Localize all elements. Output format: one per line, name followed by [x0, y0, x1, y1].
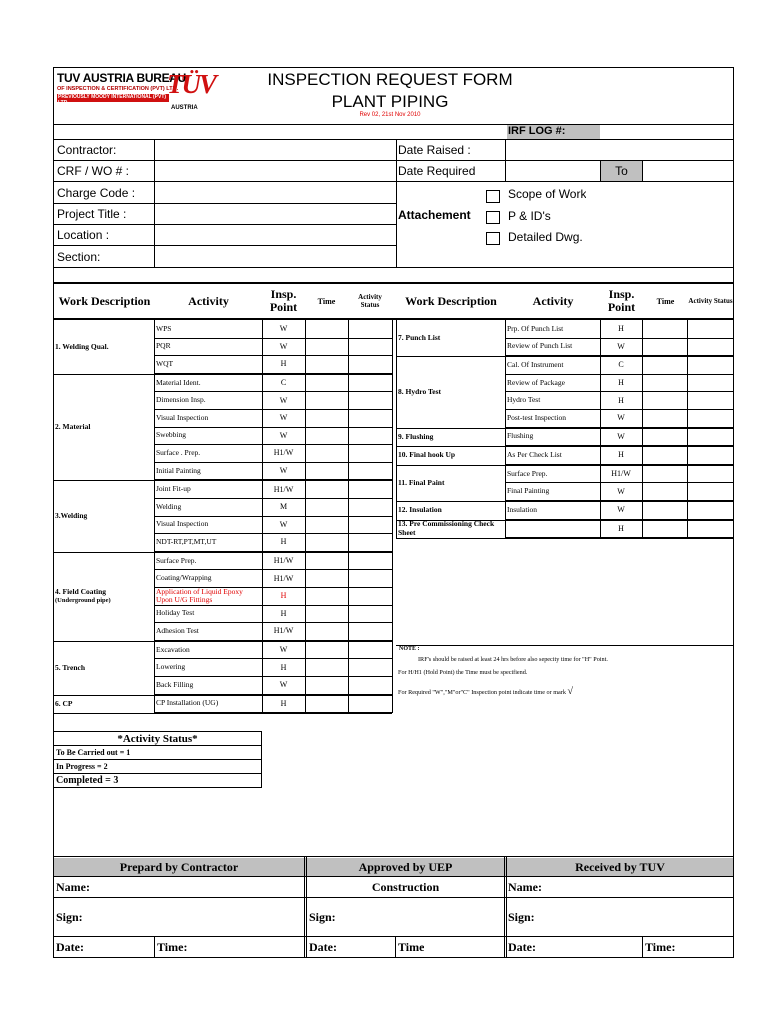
activity-cell: [156, 462, 261, 480]
activity-cell: [156, 409, 261, 427]
contractor-field[interactable]: [155, 140, 396, 160]
insp-point-cell: H: [280, 537, 287, 547]
time-field[interactable]: [643, 374, 687, 392]
right-header-insp: [600, 284, 643, 318]
activity-status-field[interactable]: [349, 409, 392, 427]
note-line3: [398, 686, 573, 697]
activity-cell: [156, 498, 261, 516]
activity-status-field[interactable]: [349, 498, 392, 516]
irf-log-label: IRF LOG #:: [508, 125, 566, 137]
activity-text: CP Installation (UG): [156, 698, 219, 708]
work-description-cell: [398, 465, 504, 500]
insp-point-cell: W: [617, 413, 625, 423]
insp-point-cell: H1/W: [273, 556, 294, 566]
right-header-status: [688, 284, 733, 318]
status-legend-3: Completed = 3: [56, 775, 119, 786]
column-line: [733, 319, 734, 538]
activity-status-field[interactable]: [349, 391, 392, 409]
activity-status-field[interactable]: [688, 409, 733, 427]
status-legend: [53, 731, 262, 788]
left-header-insp-text: Insp. Point: [269, 287, 298, 314]
time-field[interactable]: [306, 374, 348, 392]
location-field[interactable]: [155, 225, 396, 245]
contractor-sign-field[interactable]: [100, 898, 303, 936]
time-field[interactable]: [306, 444, 348, 462]
work-description-cell: [398, 320, 504, 355]
contractor-time-label: Time:: [157, 940, 188, 954]
time-field[interactable]: [306, 462, 348, 480]
tuv-name-field[interactable]: [552, 877, 732, 897]
activity-status-field[interactable]: [349, 355, 392, 373]
activity-status-field[interactable]: [688, 374, 733, 392]
crf-wo-label: CRF / WO # :: [57, 164, 129, 178]
time-field[interactable]: [643, 446, 687, 464]
right-header-time: Time: [656, 296, 675, 306]
work-description-text: 4. Field Coating: [55, 586, 107, 596]
scope-of-work-label: Scope of Work: [508, 187, 587, 201]
insp-point-cell: H: [280, 662, 287, 672]
work-description-cell: [398, 356, 504, 426]
project-title-field[interactable]: [155, 204, 396, 224]
left-header-insp: [262, 284, 305, 318]
column-line: [505, 319, 506, 538]
activity-status-field[interactable]: [349, 676, 392, 694]
section-label: Section:: [57, 249, 101, 264]
activity-status-field[interactable]: [349, 569, 392, 587]
insp-point-cell: H: [280, 698, 287, 708]
insp-point-cell: W: [279, 430, 288, 440]
uep-time-label: Time: [398, 940, 425, 954]
column-line: [642, 319, 643, 538]
activity-status-field[interactable]: [349, 462, 392, 480]
tuv-sign-label: Sign:: [508, 909, 535, 924]
activity-status-field[interactable]: [349, 641, 392, 659]
approved-by-uep-header: Approved by UEP: [358, 859, 453, 874]
time-field[interactable]: [643, 465, 687, 483]
column-line: [348, 319, 349, 713]
form-subtitle: PLANT PIPING: [331, 92, 449, 111]
column-line: [305, 319, 306, 713]
insp-point-cell: W: [617, 486, 625, 496]
activity-cell: [156, 444, 261, 462]
work-description-cell: [55, 320, 153, 373]
activity-text: NDT-RT,PT,MT,UT: [156, 536, 217, 546]
insp-point-cell: H: [618, 395, 624, 405]
activity-status-field[interactable]: [349, 695, 392, 713]
insp-point-cell: W: [279, 519, 288, 529]
work-description-text: 7. Punch List: [398, 333, 441, 343]
project-title-label: Project Title :: [57, 207, 127, 221]
pid-label: P & ID's: [508, 209, 551, 223]
activity-status-field[interactable]: [688, 338, 733, 356]
activity-cell: [507, 465, 599, 483]
time-field[interactable]: [306, 516, 348, 534]
activity-text: WQT: [156, 358, 174, 368]
right-header-status-text: Activity Status: [688, 297, 733, 305]
insp-point-cell: H1/W: [273, 484, 294, 494]
detailed-dwg-checkbox[interactable]: [486, 232, 500, 245]
activity-status-field[interactable]: [688, 391, 733, 409]
activity-status-field[interactable]: [349, 374, 392, 392]
insp-point-cell: H: [618, 450, 624, 460]
activity-status-field[interactable]: [349, 533, 392, 551]
pid-checkbox[interactable]: [486, 211, 500, 224]
insp-point-cell: H1/W: [273, 573, 294, 583]
insp-point-cell: W: [617, 505, 625, 515]
date-required-from-field[interactable]: [506, 161, 600, 181]
logo-austria: AUSTRIA: [171, 105, 198, 111]
activity-cell: [156, 320, 261, 338]
activity-text: Insulation: [507, 504, 537, 514]
activity-text: Holiday Test: [156, 608, 195, 618]
activity-status-field[interactable]: [349, 658, 392, 676]
time-field[interactable]: [306, 480, 348, 498]
work-description-cell: [398, 446, 504, 464]
left-header-work: [54, 284, 155, 318]
group-line: [396, 538, 733, 539]
time-field[interactable]: [306, 498, 348, 516]
time-field[interactable]: [643, 501, 687, 519]
insp-point-cell: H1/W: [611, 469, 631, 479]
time-field[interactable]: [643, 320, 687, 338]
activity-text: Final Painting: [507, 486, 550, 496]
time-field[interactable]: [306, 533, 348, 551]
activity-text: Visual Inspection: [156, 412, 209, 422]
status-legend-1: To Be Carried out = 1: [56, 748, 131, 757]
note-line2: For H/H1 (Hold Point) the Time must be specifiend.: [398, 669, 528, 676]
activity-text: Lowering: [156, 662, 186, 672]
activity-cell: [156, 516, 261, 534]
contractor-name-field[interactable]: [100, 877, 303, 897]
activity-status-field[interactable]: [349, 587, 392, 605]
activity-cell: [507, 501, 599, 519]
insp-point-cell: W: [617, 431, 625, 441]
time-field[interactable]: [306, 695, 348, 713]
tuv-date-label: Date:: [508, 940, 536, 954]
activity-status-field[interactable]: [688, 482, 733, 500]
to-label: To: [615, 164, 628, 178]
column-line: [262, 319, 263, 713]
activity-text: Swebbing: [156, 430, 186, 440]
activity-text: WPS: [156, 323, 172, 333]
activity-text: Visual Inspection: [156, 519, 209, 529]
tuv-name-label: Name:: [508, 879, 542, 894]
activity-cell: [507, 520, 599, 538]
time-field[interactable]: [643, 428, 687, 446]
date-required-to-field[interactable]: [643, 161, 734, 181]
right-header-work: Work Description: [405, 293, 497, 308]
work-description-text: 9. Flushing: [398, 431, 434, 441]
activity-text: Initial Painting: [156, 465, 201, 475]
section-field[interactable]: [155, 246, 396, 267]
time-field[interactable]: [306, 569, 348, 587]
activity-cell: [156, 552, 261, 570]
time-field[interactable]: [643, 409, 687, 427]
time-field[interactable]: [306, 552, 348, 570]
location-label: Location :: [57, 228, 110, 242]
activity-text: Adhesion Test: [156, 625, 199, 635]
right-header-activity: Activity: [532, 293, 574, 308]
time-field[interactable]: [306, 409, 348, 427]
insp-point-cell: H: [618, 523, 624, 533]
activity-cell: [156, 622, 261, 640]
activity-text: Review of Punch List: [507, 341, 573, 351]
work-description-text: 5. Trench: [55, 662, 86, 672]
activity-status-field[interactable]: [349, 622, 392, 640]
activity-text: Hydro Test: [507, 395, 541, 405]
insp-point-cell: H1/W: [273, 626, 294, 636]
scope-of-work-checkbox[interactable]: [486, 190, 500, 203]
work-description-text: 12. Insulation: [398, 505, 442, 515]
activity-status-field[interactable]: [688, 356, 733, 374]
work-description-cell: [55, 695, 153, 713]
activity-text: Coating/Wrapping: [156, 573, 212, 583]
date-raised-field[interactable]: [506, 140, 734, 160]
insp-point-cell: H: [280, 591, 287, 601]
insp-point-cell: W: [279, 645, 288, 655]
activity-cell: [156, 480, 261, 498]
activity-status-field[interactable]: [688, 428, 733, 446]
note-line3-text: For Required "W","M"or"C" Inspection point indicate time or mark: [398, 689, 566, 696]
time-field[interactable]: [643, 391, 687, 409]
right-header-insp-text: Insp. Point: [607, 287, 636, 314]
contractor-sign-label: Sign:: [56, 909, 83, 924]
activity-cell: [507, 356, 599, 374]
column-line: [687, 319, 688, 538]
work-description-cell: [55, 374, 153, 480]
work-description-cell: [398, 428, 504, 446]
tuv-time-label: Time:: [645, 940, 676, 954]
time-field[interactable]: [643, 482, 687, 500]
column-line: [396, 319, 397, 538]
left-header-work-text: Work Description: [58, 293, 151, 308]
activity-cell: [156, 338, 261, 356]
insp-point-cell: W: [279, 413, 288, 423]
activity-status-field[interactable]: [349, 480, 392, 498]
logo: [55, 69, 215, 119]
time-field[interactable]: [306, 658, 348, 676]
time-field[interactable]: [306, 676, 348, 694]
activity-text: Surface . Prep.: [156, 447, 201, 457]
activity-text: Surface Prep.: [156, 555, 197, 565]
logo-line1: TUV AUSTRIA BUREAU: [57, 71, 187, 85]
time-field[interactable]: [306, 338, 348, 356]
construction-label: Construction: [371, 879, 440, 894]
activity-cell: [156, 676, 261, 694]
logo-line3: PREVIOUSLY MOODY INTERNATIONAL (PVT) LTD.: [57, 94, 169, 102]
tuv-logo-mark: TÜV: [167, 69, 215, 99]
activity-cell: [156, 427, 261, 445]
insp-point-cell: H: [280, 608, 287, 618]
date-raised-label: Date Raised :: [398, 143, 471, 157]
time-field[interactable]: [643, 338, 687, 356]
charge-code-label: Charge Code :: [57, 185, 136, 200]
activity-cell: [507, 446, 599, 464]
work-description-text: 11. Final Paint: [398, 477, 445, 487]
insp-point-cell: C: [618, 360, 624, 370]
tuv-sign-field[interactable]: [552, 898, 732, 936]
column-line: [392, 319, 393, 713]
activity-cell: [507, 391, 599, 409]
activity-text: As Per Check List: [507, 449, 562, 459]
column-line: [154, 319, 155, 713]
activity-text: Prp. Of Punch List: [507, 323, 564, 333]
work-description-cell: [398, 520, 504, 538]
activity-text: Post-test Inspection: [507, 412, 566, 422]
insp-point-cell: W: [279, 341, 288, 351]
activity-cell: [156, 641, 261, 659]
charge-code-field[interactable]: [155, 182, 396, 203]
insp-point-cell: W: [279, 680, 288, 690]
contractor-name-label: Name:: [56, 879, 90, 894]
prepared-by-contractor-header: Prepard by Contractor: [119, 859, 239, 874]
activity-status-field[interactable]: [349, 605, 392, 623]
work-description-text: 6. CP: [55, 698, 73, 708]
group-line: [53, 713, 392, 714]
activity-status-field[interactable]: [688, 320, 733, 338]
contractor-date-label: Date:: [56, 940, 84, 954]
activity-status-field[interactable]: [688, 446, 733, 464]
time-field[interactable]: [306, 427, 348, 445]
work-description-text: 1. Welding Qual.: [55, 341, 109, 351]
activity-cell: [156, 587, 261, 605]
activity-cell: [507, 374, 599, 392]
activity-text: Back Filling: [156, 679, 194, 689]
left-header-status-text: Activity Status: [358, 293, 382, 309]
detailed-dwg-label: Detailed Dwg.: [508, 230, 583, 244]
left-header-time: Time: [317, 296, 336, 306]
activity-cell: [156, 569, 261, 587]
insp-point-cell: C: [280, 378, 287, 388]
activity-text-line2: Upon U/G Fittings: [156, 594, 213, 604]
activity-cell: [156, 658, 261, 676]
activity-text: Welding: [156, 501, 182, 511]
work-description-text: 13. Pre Commissioning Check Sheet: [398, 519, 495, 538]
attachement-label: Attachement: [398, 208, 471, 222]
time-field[interactable]: [306, 587, 348, 605]
time-field[interactable]: [643, 356, 687, 374]
activity-text: Dimension Insp.: [156, 395, 206, 405]
insp-point-cell: H: [618, 324, 624, 334]
insp-point-cell: M: [279, 502, 288, 512]
activity-cell: [156, 391, 261, 409]
insp-point-cell: W: [279, 466, 288, 476]
insp-point-cell: W: [279, 324, 288, 334]
activity-cell: [156, 355, 261, 373]
insp-point-cell: H1/W: [273, 448, 294, 458]
activity-cell: [507, 320, 599, 338]
status-legend-title: *Activity Status*: [117, 732, 198, 745]
work-description-text: 8. Hydro Test: [398, 386, 441, 396]
activity-status-field[interactable]: [688, 520, 733, 538]
insp-point-cell: W: [279, 395, 288, 405]
time-field[interactable]: [306, 355, 348, 373]
activity-status-field[interactable]: [349, 427, 392, 445]
activity-text: Cal. Of Instrument: [507, 359, 564, 369]
activity-status-field[interactable]: [688, 501, 733, 519]
checkmark-icon: √: [567, 686, 573, 697]
work-description-text: 3.Welding: [55, 511, 88, 521]
column-line: [600, 319, 601, 538]
insp-point-cell: H: [618, 378, 624, 388]
time-field[interactable]: [306, 622, 348, 640]
received-by-tuv-header: Received by TUV: [575, 859, 665, 874]
activity-status-field[interactable]: [349, 444, 392, 462]
activity-cell: [507, 482, 599, 500]
time-field[interactable]: [306, 605, 348, 623]
time-field[interactable]: [306, 320, 348, 338]
activity-status-field[interactable]: [349, 552, 392, 570]
time-field[interactable]: [306, 641, 348, 659]
work-description-cell: [55, 641, 153, 694]
left-header-status: [348, 284, 392, 318]
activity-cell: [156, 533, 261, 551]
activity-text: Surface Prep.: [507, 468, 548, 478]
work-description-text: 2. Material: [55, 422, 91, 432]
status-legend-2: In Progress = 2: [56, 762, 108, 771]
activity-text: Joint Fit-up: [156, 484, 191, 494]
activity-cell: [156, 695, 261, 713]
activity-cell: [507, 428, 599, 446]
uep-sign-field[interactable]: [350, 898, 503, 936]
insp-point-cell: H: [280, 359, 287, 369]
activity-status-field[interactable]: [349, 516, 392, 534]
activity-text: Review of Package: [507, 377, 565, 387]
column-line: [53, 319, 54, 713]
work-description-cell: [398, 501, 504, 519]
time-field[interactable]: [306, 391, 348, 409]
note-line1: IRF's should be raised at least 24 hrs before also sepecity time for "H" Point.: [418, 656, 608, 663]
activity-cell: [156, 605, 261, 623]
activity-text: PQR: [156, 341, 171, 351]
activity-status-field[interactable]: [688, 465, 733, 483]
activity-cell: [507, 338, 599, 356]
note-title: NOTE :: [399, 646, 420, 652]
left-header-activity: Activity: [188, 293, 229, 308]
time-field[interactable]: [643, 520, 687, 538]
work-description-cell: [55, 552, 153, 640]
date-required-label: Date Required: [398, 164, 476, 178]
activity-text: Flushing: [507, 431, 534, 441]
logo-line2: OF INSPECTION & CERTIFICATION (PVT) LTD.: [57, 86, 179, 92]
work-description-cell: [55, 480, 153, 550]
contractor-label: Contractor:: [57, 143, 117, 157]
crf-wo-field[interactable]: [155, 161, 396, 181]
insp-point-cell: W: [617, 341, 625, 351]
activity-cell: [507, 409, 599, 427]
uep-date-label: Date:: [309, 940, 337, 954]
activity-status-field[interactable]: [349, 320, 392, 338]
activity-text: Material Ident.: [156, 377, 201, 387]
activity-status-field[interactable]: [349, 338, 392, 356]
form-title: INSPECTION REQUEST FORM: [267, 70, 513, 89]
uep-sign-label: Sign:: [309, 909, 336, 924]
activity-text: Excavation: [156, 644, 190, 654]
revision-note: Rev 02, 21st Nov 2010: [359, 112, 421, 118]
activity-text: Application of Liquid Epoxy: [156, 587, 243, 596]
work-description-subtext: (Underground pipe): [55, 596, 111, 604]
activity-cell: [156, 374, 261, 392]
work-description-text: 10. Final hook Up: [398, 450, 456, 460]
